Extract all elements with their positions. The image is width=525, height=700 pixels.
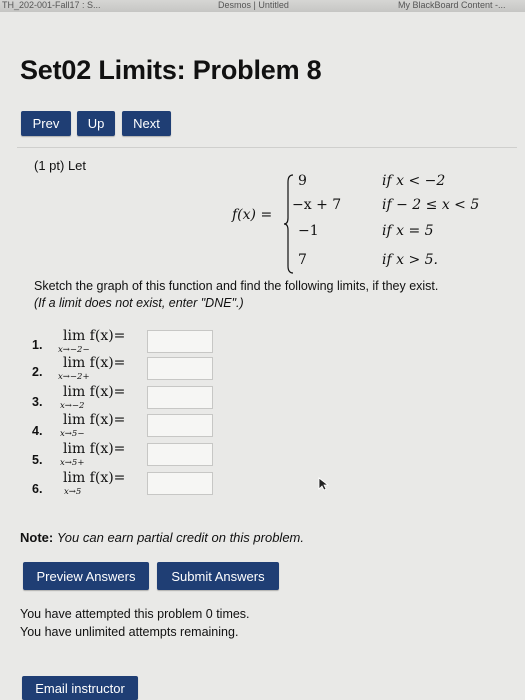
submit-answers-button[interactable]: Submit Answers [157, 562, 279, 590]
case-1-condition: if x < −2 [382, 173, 446, 189]
browser-tab-course[interactable]: TH_202-001-Fall17 : S... [2, 0, 101, 10]
mouse-cursor-icon [318, 477, 330, 491]
case-4-value: 7 [298, 252, 307, 268]
problem-points: (1 pt) Let [34, 158, 87, 173]
note-text: You can earn partial credit on this problem. [56, 530, 304, 545]
browser-tab-strip [0, 0, 525, 12]
case-2-condition: if − 2 ≤ x < 5 [382, 197, 480, 213]
piecewise-brace [284, 174, 294, 274]
up-button[interactable]: Up [77, 111, 115, 136]
limit-number: 4. [32, 424, 43, 438]
limit-answer-input-3[interactable] [147, 386, 213, 409]
limit-number: 1. [32, 338, 43, 352]
dne-instruction: (If a limit does not exist, enter "DNE".) [34, 296, 244, 310]
email-instructor-button[interactable]: Email instructor [22, 676, 138, 700]
limit-answer-input-5[interactable] [147, 443, 213, 466]
limit-number: 5. [32, 453, 43, 467]
limit-subscript: x→−2 [60, 401, 85, 411]
case-4-condition: if x > 5. [382, 252, 438, 268]
limit-answer-input-2[interactable] [147, 357, 213, 380]
limit-subscript: x→5− [60, 429, 85, 439]
note-label: Note: [20, 530, 54, 545]
limit-subscript: x→−2− [58, 345, 90, 355]
limit-subscript: x→5+ [60, 458, 85, 468]
instruction-text: Sketch the graph of this function and find the following limits, if they exist. [34, 279, 439, 293]
attempts-count-text: You have attempted this problem 0 times. [20, 607, 250, 621]
limit-subscript: x→−2+ [58, 372, 90, 382]
limit-expression: lim f(x)= [63, 384, 126, 400]
limit-subscript: x→5 [64, 487, 82, 497]
limit-expression: lim f(x)= [63, 470, 126, 486]
partial-credit-note [20, 530, 304, 545]
limit-expression: lim f(x)= [63, 441, 126, 457]
limit-number: 6. [32, 482, 43, 496]
page-title: Set02 Limits: Problem 8 [20, 55, 322, 85]
browser-tab-desmos[interactable]: Desmos | Untitled [218, 0, 289, 10]
limit-expression: lim f(x)= [63, 412, 126, 428]
limit-answer-input-6[interactable] [147, 472, 213, 495]
case-3-value: −1 [298, 223, 319, 239]
limit-number: 2. [32, 365, 43, 379]
case-1-value: 9 [298, 173, 307, 189]
browser-tab-blackboard[interactable]: My BlackBoard Content -... [398, 0, 506, 10]
attempts-remaining-text: You have unlimited attempts remaining. [20, 625, 239, 639]
function-label: f(x) = [232, 207, 273, 223]
limit-expression: lim f(x)= [63, 355, 126, 371]
limit-answer-input-4[interactable] [147, 414, 213, 437]
case-3-condition: if x = 5 [382, 223, 434, 239]
limit-number: 3. [32, 395, 43, 409]
next-button[interactable]: Next [122, 111, 171, 136]
prev-button[interactable]: Prev [21, 111, 71, 136]
case-2-value: −x + 7 [292, 197, 342, 213]
limit-expression: lim f(x)= [63, 328, 126, 344]
limit-answer-input-1[interactable] [147, 330, 213, 353]
preview-answers-button[interactable]: Preview Answers [23, 562, 149, 590]
